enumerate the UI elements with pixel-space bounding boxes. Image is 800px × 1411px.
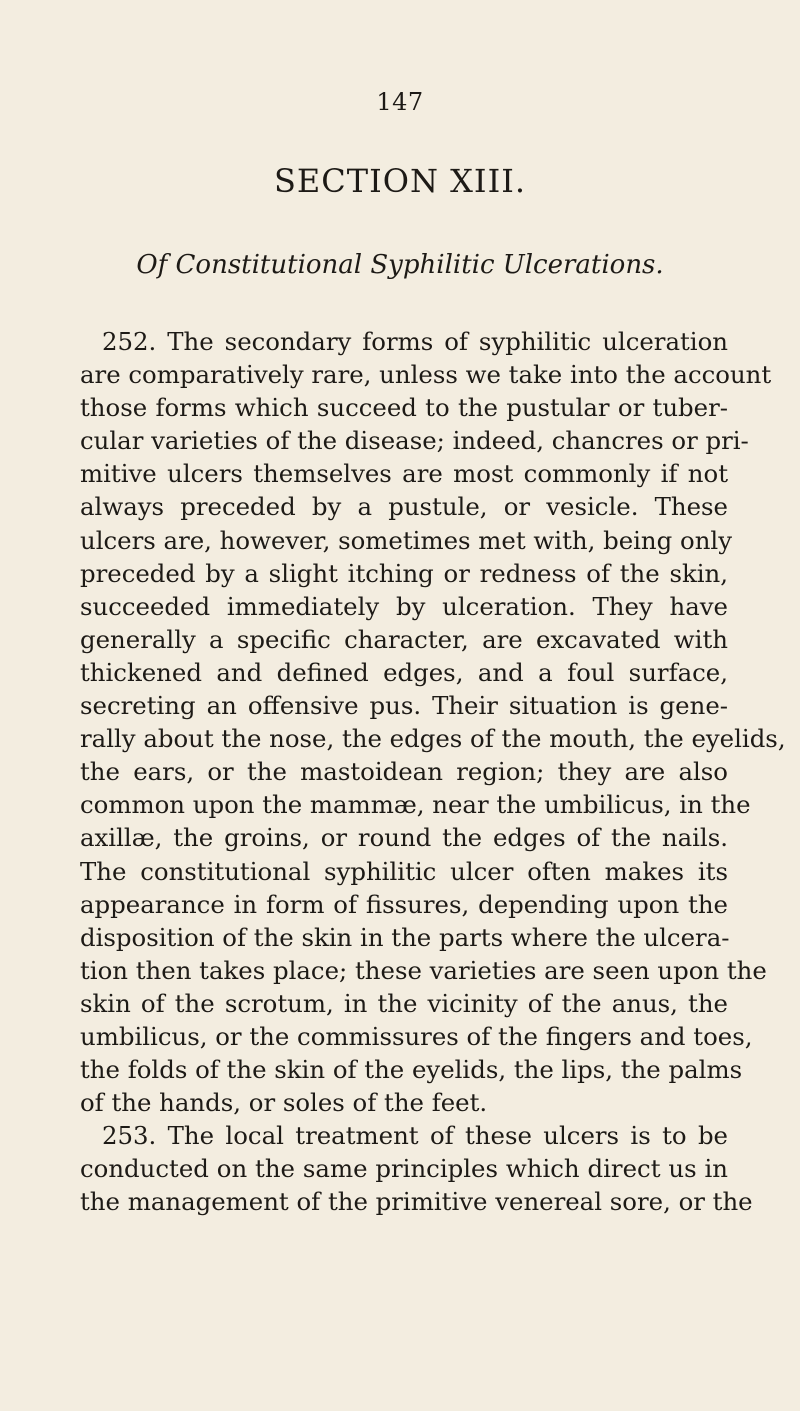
text-line: generally a specific character, are excavated with bbox=[80, 624, 728, 654]
body-text bbox=[80, 325, 786, 1219]
text-line: 252. The secondary forms of syphilitic ulceration bbox=[102, 327, 728, 356]
text-line: appearance in form of fissures, depending upon the bbox=[80, 889, 728, 919]
text-line: 253. The local treatment of these ulcers is to be bbox=[102, 1121, 728, 1151]
text-line: thickened and defined edges, and a foul surface, bbox=[80, 657, 728, 687]
text-line: disposition of the skin in the parts where the ulcera- bbox=[80, 922, 730, 952]
text-line: rally about the nose, the edges of the mouth, the eyelids, bbox=[80, 724, 786, 754]
text-line: axillæ, the groins, or round the edges of the nails. bbox=[80, 823, 728, 853]
text-line: tion then takes place; these varieties are seen upon the bbox=[80, 955, 767, 985]
text-line: those forms which succeed to the pustular or tuber- bbox=[80, 393, 728, 423]
text-line: of the hands, or soles of the feet. bbox=[80, 1088, 488, 1118]
text-line: the ears, or the mastoidean region; they are also bbox=[80, 757, 728, 787]
text-line: cular varieties of the disease; indeed, chancres or pri- bbox=[80, 426, 749, 456]
text-line: the folds of the skin of the eyelids, the lips, the palms bbox=[80, 1055, 743, 1085]
text-line: ulcers are, however, sometimes met with, being only bbox=[80, 525, 732, 555]
text-line: skin of the scrotum, in the vicinity of the anus, the bbox=[80, 988, 728, 1018]
text-line: the management of the primitive venereal sore, or the bbox=[80, 1187, 753, 1217]
text-line: preceded by a slight itching or redness of the skin, bbox=[80, 558, 728, 588]
text-line: succeeded immediately by ulceration. They have bbox=[80, 591, 728, 621]
text-line: mitive ulcers themselves are most commonly if not bbox=[80, 459, 728, 489]
page-number: 147 bbox=[376, 88, 424, 116]
text-line: common upon the mammæ, near the umbilicus, in the bbox=[80, 790, 751, 820]
text-line: are comparatively rare, unless we take into the account bbox=[80, 360, 772, 390]
text-line: always preceded by a pustule, or vesicle. These bbox=[80, 492, 728, 522]
text-line: The constitutional syphilitic ulcer often makes its bbox=[80, 856, 728, 886]
text-line: secreting an offensive pus. Their situation is gene- bbox=[80, 691, 728, 721]
text-line: conducted on the same principles which direct us in bbox=[80, 1154, 728, 1184]
text-line: umbilicus, or the commissures of the fingers and toes, bbox=[80, 1021, 753, 1051]
section-title: SECTION XIII. bbox=[273, 162, 527, 200]
section-subtitle: Of Constitutional Syphilitic Ulcerations. bbox=[136, 250, 664, 280]
